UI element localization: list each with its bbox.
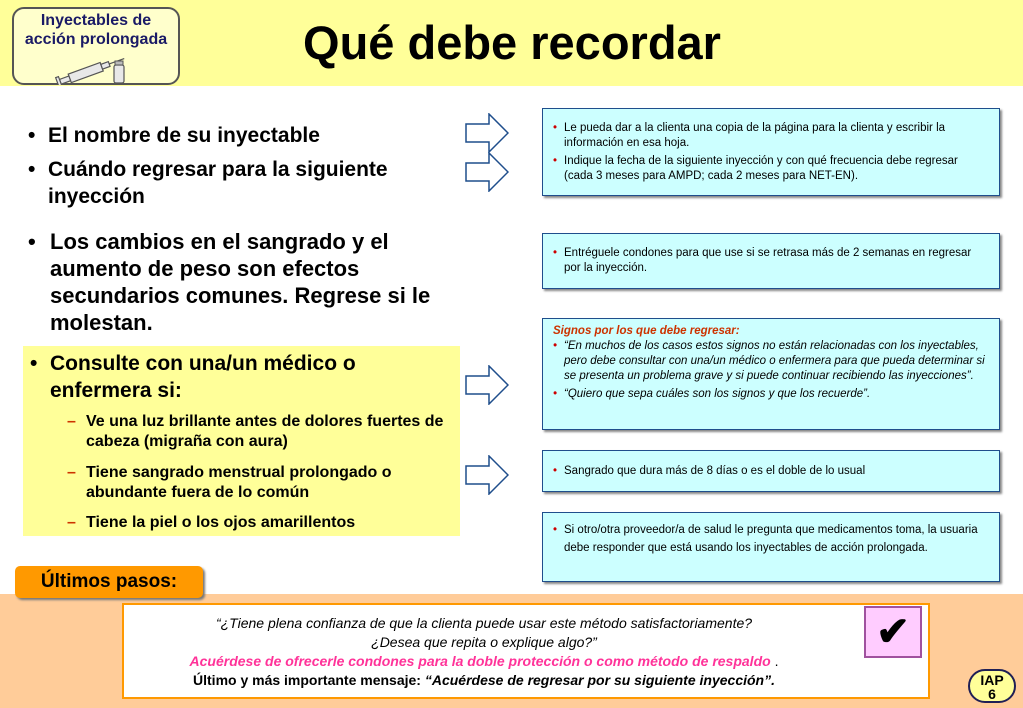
message-line-4: Último y más importante mensaje: “Acuérdese de regresar por su siguiente inyección”.: [193, 672, 775, 688]
message-line-3: Acuérdese de ofrecerle condones para la doble protección o como método de respaldo .: [189, 653, 779, 669]
iap-number: 6: [988, 686, 996, 702]
note-item: • Indique la fecha de la siguiente inyección y con qué frecuencia debe regresar (cada 3 meses para AMPD; cada 2 meses para NET-EN).: [553, 155, 958, 182]
final-message-box: [122, 603, 930, 699]
note-item: • “Quiero que sepa cuáles son los signos y que los recuerde”.: [553, 388, 871, 400]
badge-line-2: acción prolongada: [24, 31, 168, 48]
note-item: • Entréguele condones para que use si se retrasa más de 2 semanas en regresar por la inyección.: [553, 247, 972, 274]
arrow-right-icon: [465, 152, 509, 192]
bullet-side-effects: • Los cambios en el sangrado y el aumento de peso son efectos secundarios comunes. Regrese si le molestan.: [28, 229, 431, 335]
bullet-when-return: • Cuándo regresar para la siguiente inyección: [28, 158, 388, 208]
note-box-bleeding: [542, 450, 1000, 492]
note-item: • Si otro/otra proveedor/a de salud le pregunta que medicamentos toma, la usuaria debe responder que está usando los inyectables de acción prolongada.: [553, 524, 978, 554]
arrow-right-icon: [465, 113, 509, 153]
syringe-icon: [54, 53, 134, 85]
arrow-right-icon: [465, 455, 509, 495]
bullet-consult: • Consulte con una/un médico o enfermera si:: [30, 352, 356, 402]
iap-label: IAP: [980, 672, 1004, 688]
note-box-copy-page: [542, 108, 1000, 196]
last-steps-label: Últimos pasos:: [15, 566, 203, 598]
consult-item-migraine: – Ve una luz brillante antes de dolores fuertes de cabeza (migraña con aura): [67, 413, 444, 450]
note-item: • Le pueda dar a la clienta una copia de la página para la clienta y escribir la información en esa hoja.: [553, 122, 946, 149]
method-badge: [12, 7, 180, 85]
note-box-condoms: [542, 233, 1000, 289]
checkmark-icon: ✔: [864, 606, 922, 658]
message-line-1: “¿Tiene plena confianza de que la clienta puede usar este método satisfactoriamente?: [215, 615, 753, 631]
note-item: • Sangrado que dura más de 8 días o es el doble de lo usual: [553, 465, 866, 477]
consult-item-jaundice: – Tiene la piel o los ojos amarillentos: [67, 514, 356, 531]
iap-page-badge: [968, 669, 1016, 703]
badge-line-1: Inyectables de: [40, 12, 152, 29]
bullet-name-injectable: • El nombre de su inyectable: [28, 124, 320, 147]
message-line-2: ¿Desea que repita o explique algo?”: [371, 634, 597, 650]
warning-signs-heading: Signos por los que debe regresar:: [553, 325, 740, 337]
arrow-right-icon: [465, 365, 509, 405]
note-box-warning-signs: [542, 318, 1000, 430]
note-item: • “En muchos de los casos estos signos no están relacionadas con los inyectables, pero debe consultar con una/un médico o enfermera para que pueda determinar si se presenta un problema grave y si puede continuar recibiendo las inyecciones”.: [553, 340, 985, 382]
page-title: Qué debe recordar: [303, 16, 721, 69]
note-box-other-provider: [542, 512, 1000, 582]
consult-item-bleeding: – Tiene sangrado menstrual prolongado o abundante fuera de lo común: [67, 464, 392, 501]
